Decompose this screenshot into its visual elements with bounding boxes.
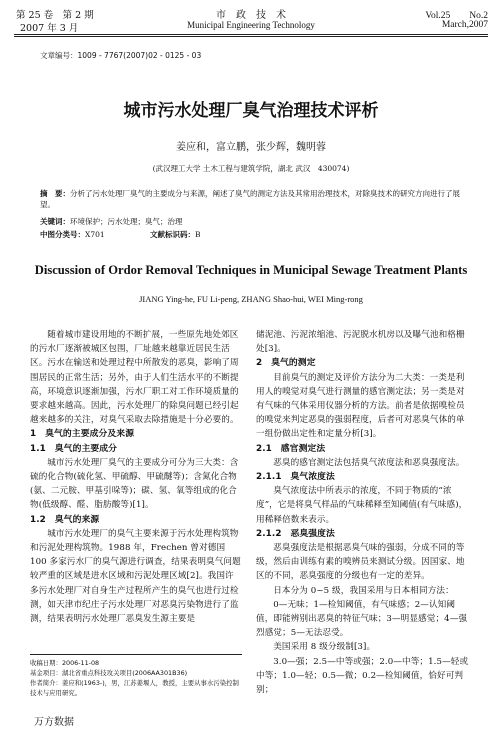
authors-en: JIANG Ying-he, FU Li-peng, ZHANG Shao-hui, WEI Ming-rong (139, 294, 363, 304)
received-date: 收稿日期：2006-11-08 (30, 659, 100, 667)
section-2-1-heading: 2.1 感官测定法 (256, 443, 326, 454)
footnotes (30, 658, 242, 698)
doc-code-label: 文献标识码： (150, 230, 195, 239)
section-2-1-paragraph: 恶臭的感官测定法包括臭气浓度法和恶臭强度法。 (273, 457, 465, 468)
intro-paragraph: 随着城市建设用地的不断扩展，一些原先地处郊区的污水厂逐渐被城区包围，厂址越来越靠近居民生活区。污水在输送和处理过程中所散发的恶臭，影响了周围居民的正常生活；另外，由于人们生活水平的不断提高，环境意识逐渐加强，污水厂职工对工作环境质量的要求越来越高。因此，污水处理厂的除臭问题已经引起越来越多的关注，对臭气采取去除措施是十分必要的。 (30, 330, 239, 426)
watermark: 万方数据 (34, 717, 74, 728)
abstract-label: 摘 要： (40, 189, 70, 198)
right-column (256, 328, 472, 697)
header-date: 2007 年 3 月 (20, 23, 79, 34)
section-1-2-heading: 1.2 臭气的来源 (30, 514, 100, 525)
doc-code-text: B (195, 230, 201, 239)
doc-code (150, 229, 201, 240)
continued-paragraph: 储泥池、污泥浓缩池、污泥脱水机房以及曝气池和格栅处[3]。 (256, 330, 465, 355)
journal-title-en: Municipal Engineering Technology (187, 20, 315, 30)
header-volume: 第 25 卷 第 2 期 (16, 10, 94, 21)
affiliation-cn: (武汉理工大学 土木工程与建筑学院，湖北 武汉 430074) (152, 164, 350, 173)
clc-label: 中图分类号： (40, 230, 85, 239)
fund-note: 基金项目：湖北省重点科技攻关项目(2006AA301B36) (30, 669, 188, 677)
header-date-en: March,2007 (441, 20, 488, 30)
header-volume-en: Vol.25 No.2 (425, 11, 488, 21)
section-1-1-paragraph: 城市污水处理厂臭气的主要成分可分为三大类：含硫的化合物(硫化氢、甲硫醇、甲硫醚等)；含氮化合物(氨、二元胺、甲基引哚等)；碳、氢、氧等组成的化合物(低级醇、醛、脂肪酸等)[1]。 (30, 457, 239, 511)
journal-title-cn: 市 政 技 术 (216, 10, 286, 21)
keywords-label: 关键词： (40, 217, 70, 226)
keywords-text: 环境保护；污水处理；臭气；治理 (70, 217, 183, 226)
clc-text: X701 (85, 230, 105, 239)
footnote-rule (30, 654, 242, 655)
abstract (40, 188, 460, 210)
article-number: 文章编号：1009 - 7767(2007)02 - 0125 - 03 (40, 51, 202, 60)
keywords (40, 216, 183, 227)
clc-number (40, 229, 105, 240)
section-1-2-paragraph: 城市污水处理厂的臭气主要来源于污水处理构筑物和污泥处理构筑物。1988 年，Frechen 曾对德国 100 多家污水厂的臭气源进行调查，结果表明臭气问题较严重的区域是进水区域和污泥处理区域[2]。我国许多污水处理厂对自身生产过程所产生的臭气也进行过检测，如天津市纪庄子污水处理厂对恶臭污染物进行了监测，结果表明污水处理厂恶臭发生源主要是 (30, 528, 241, 625)
author-bio: 作者简介：姜应和(1963-)，男，江苏姜堰人，教授，主要从事水污染控制技术与应用研究。 (30, 679, 239, 697)
section-2-paragraph: 目前臭气的测定及评价方法分为二大类：一类是利用人的嗅觉对臭气进行测量的感官测定法；另一类是对有气味的气体采用仪器分析的方法。前者是依据嗅检员的嗅觉来判定恶臭的强弱程度，后者可对恶臭气体的单一组份做出定性和定量分析[3]。 (256, 372, 465, 440)
section-1-heading: 1 臭气的主要成分及来源 (30, 429, 135, 440)
authors-cn: 姜应和，富立鹏，张少辉，魏明蓉 (176, 142, 326, 153)
title-cn: 城市污水处理厂臭气治理技术评析 (123, 101, 379, 121)
section-2-heading: 2 臭气的测定 (256, 358, 316, 369)
abstract-text: 分析了污水处理厂臭气的主要成分与来源，阐述了臭气的测定方法及其常用治理技术，对除臭技术的研究方向进行了展望。 (40, 189, 460, 209)
header-rule-bottom (14, 36, 488, 37)
section-2-1-1-heading: 2.1.1 臭气浓度法 (256, 472, 335, 483)
section-1-1-heading: 1.1 臭气的主要成分 (30, 443, 118, 454)
title-en: Discussion of Ordor Removal Techniques in Municipal Sewage Treatment Plants (34, 263, 468, 277)
section-2-1-2-paragraph: 恶臭强度法是根据恶臭气味的强弱，分成不同的等级，然后由训练有素的嗅辨员来测试分级。因国家、地区的不同，恶臭强度的分级也有一定的差异。 (256, 543, 465, 582)
japan-scale-levels: 0—无味；1—检知阈值，有气味感；2—认知阈值，即能辨别出恶臭的特征气味；3—明显感觉；4—强烈感觉；5—无法忍受。 (256, 599, 468, 639)
section-2-1-2-heading: 2.1.2 恶臭强度法 (256, 528, 335, 539)
japan-scale-paragraph: 日本分为 0~5 级，我国采用与日本相同方法： (273, 585, 454, 596)
section-2-1-1-paragraph: 臭气浓度法中所表示的浓度，不同于物质的“浓度”，它是将臭气样品的气味稀释至知阈值(有气味感)，用稀释倍数来表示。 (256, 486, 468, 525)
us-scale-levels: 3.0—强；2.5—中等或强；2.0—中等；1.5—轻或中等；1.0—轻；0.5—微；0.2—检知阈值，恰好可判别； (256, 656, 469, 696)
left-column (30, 328, 242, 626)
us-scale-paragraph: 美国采用 8 级分级制[3]。 (273, 642, 376, 653)
header-rule-top (14, 34, 488, 35)
